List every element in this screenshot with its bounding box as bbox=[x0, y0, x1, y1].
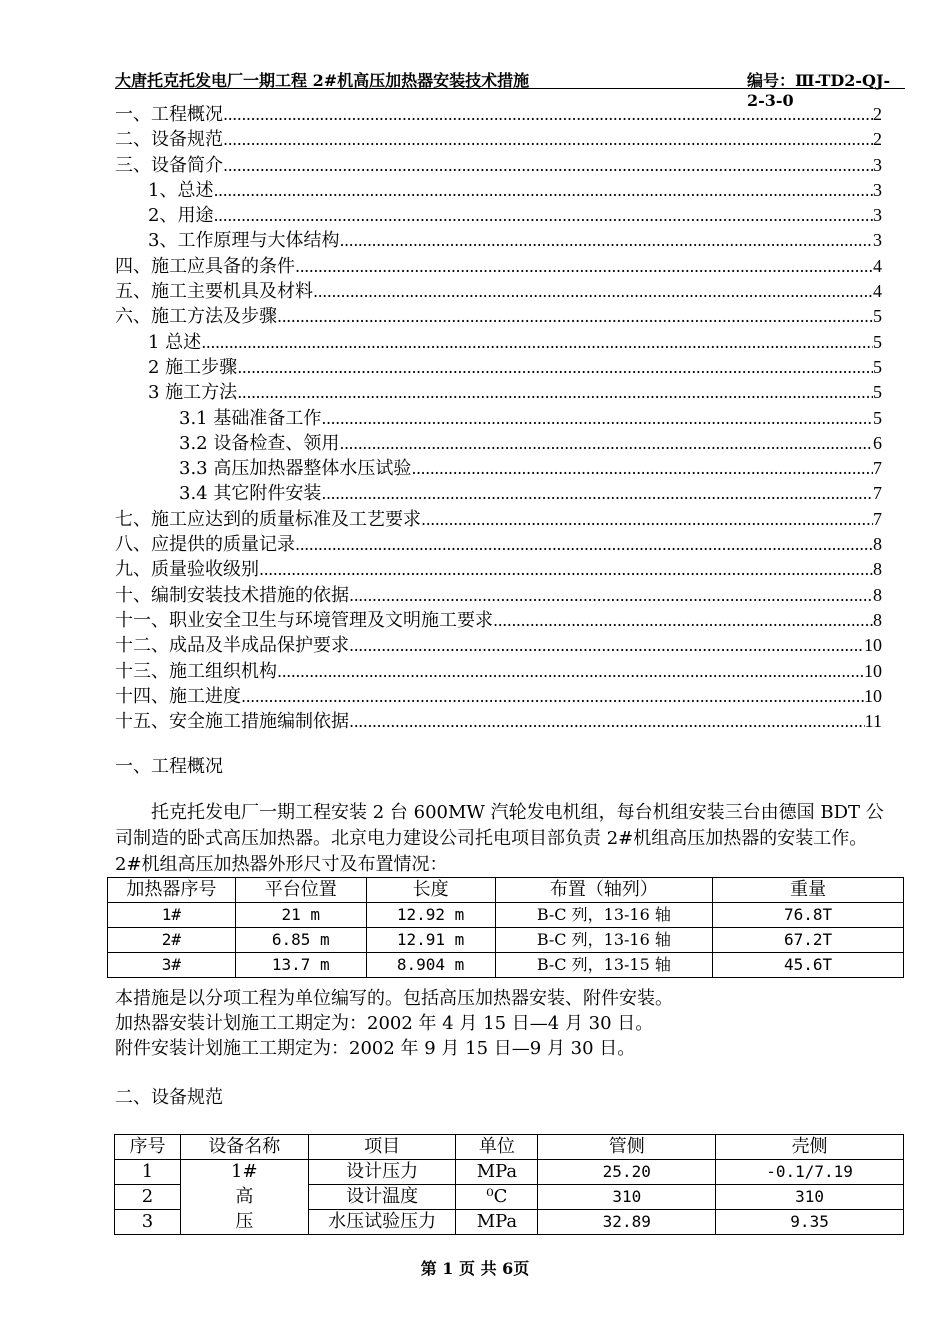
toc-entry[interactable] bbox=[115, 127, 882, 152]
toc-entry-label: 十三、施工组织机构 bbox=[115, 660, 277, 682]
toc-entry-label: 十二、成品及半成品保护要求 bbox=[115, 635, 349, 657]
table-cell: 1# bbox=[108, 903, 236, 928]
toc-entry[interactable] bbox=[115, 279, 882, 304]
toc-entry[interactable] bbox=[115, 153, 882, 178]
page-header bbox=[115, 66, 905, 110]
table-cell: -0.1/7.19 bbox=[716, 1160, 904, 1185]
toc-entry[interactable] bbox=[115, 583, 882, 608]
toc-entry[interactable] bbox=[115, 557, 882, 582]
table-cell: 32.89 bbox=[538, 1210, 716, 1235]
toc-entry-page: 3 bbox=[873, 179, 882, 200]
toc-entry[interactable] bbox=[115, 456, 882, 481]
toc-entry[interactable] bbox=[115, 633, 882, 658]
toc-entry-label: 三、设备简介 bbox=[115, 154, 223, 176]
toc-leader-dots bbox=[223, 153, 873, 178]
column-header: 重量 bbox=[713, 878, 904, 903]
toc-entry-label: 3.2 设备检查、领用 bbox=[179, 432, 340, 454]
toc-entry-page: 4 bbox=[873, 281, 882, 302]
table-cell: 9.35 bbox=[716, 1210, 904, 1235]
toc-entry-label: 六、施工方法及步骤 bbox=[115, 306, 277, 328]
table-cell: B-C 列，13-16 轴 bbox=[495, 928, 713, 953]
table-row bbox=[108, 928, 904, 953]
toc-entry-page: 10 bbox=[864, 635, 882, 656]
toc-leader-dots bbox=[213, 203, 873, 228]
toc-entry-label: 3.1 基础准备工作 bbox=[179, 407, 322, 429]
toc-entry-page: 8 bbox=[873, 584, 882, 605]
table-cell: 25.20 bbox=[538, 1160, 716, 1185]
table-row bbox=[108, 903, 904, 928]
table-cell: 2# bbox=[108, 928, 236, 953]
toc-entry[interactable] bbox=[115, 431, 882, 456]
toc-entry[interactable] bbox=[115, 203, 882, 228]
toc-entry-page: 5 bbox=[873, 356, 882, 377]
toc-leader-dots bbox=[237, 355, 873, 380]
toc-entry[interactable] bbox=[115, 507, 882, 532]
table-cell: B-C 列，13-16 轴 bbox=[495, 903, 713, 928]
toc-entry-label: 九、质量验收级别 bbox=[115, 559, 259, 581]
table-cell: ⁰C bbox=[456, 1185, 538, 1210]
toc-entry-page: 10 bbox=[864, 685, 882, 706]
toc-entry-page: 8 bbox=[873, 559, 882, 580]
toc-leader-dots bbox=[421, 507, 873, 532]
table-row bbox=[115, 1160, 904, 1185]
column-header: 平台位置 bbox=[235, 878, 366, 903]
toc-entry[interactable] bbox=[115, 178, 882, 203]
toc-entry-page: 5 bbox=[873, 407, 882, 428]
toc-entry-page: 5 bbox=[873, 306, 882, 327]
toc-entry[interactable] bbox=[115, 355, 882, 380]
toc-entry-label: 1、总述 bbox=[148, 179, 214, 201]
toc-entry-label: 1 总述 bbox=[148, 331, 202, 353]
column-header: 壳侧 bbox=[716, 1135, 904, 1160]
column-header: 布置（轴列） bbox=[495, 878, 713, 903]
toc-entry-label: 2 施工步骤 bbox=[148, 356, 238, 378]
toc-leader-dots bbox=[339, 431, 873, 456]
toc-leader-dots bbox=[295, 532, 873, 557]
column-header: 单位 bbox=[456, 1135, 538, 1160]
column-header: 长度 bbox=[366, 878, 495, 903]
toc-entry-page: 3 bbox=[873, 154, 882, 175]
section-paragraph bbox=[115, 800, 885, 878]
toc-leader-dots bbox=[321, 481, 873, 506]
toc-entry[interactable] bbox=[115, 709, 882, 734]
table-cell: 设计压力 bbox=[308, 1160, 456, 1185]
note-line: 附件安装计划施工工期定为：2002 年 9 月 15 日—9 月 30 日。 bbox=[115, 1038, 636, 1059]
table-cell: 76.8T bbox=[713, 903, 904, 928]
toc-entry-label: 八、应提供的质量记录 bbox=[115, 534, 295, 556]
table-cell: 13.7 m bbox=[235, 953, 366, 978]
toc-leader-dots bbox=[241, 684, 864, 709]
spec-table bbox=[114, 1134, 904, 1235]
column-header: 设备名称 bbox=[180, 1135, 308, 1160]
toc-entry-page: 8 bbox=[873, 609, 882, 630]
table-cell: 21 m bbox=[235, 903, 366, 928]
heater-table bbox=[107, 877, 904, 978]
table-cell: 设计温度 bbox=[308, 1185, 456, 1210]
toc-leader-dots bbox=[339, 228, 873, 253]
toc-entry[interactable] bbox=[115, 228, 882, 253]
table-cell: 6.85 m bbox=[235, 928, 366, 953]
toc-entry-label: 3 施工方法 bbox=[148, 382, 238, 404]
toc-leader-dots bbox=[321, 406, 873, 431]
toc-entry-page: 8 bbox=[873, 534, 882, 555]
note-line: 本措施是以分项工程为单位编写的。包括高压加热器安装、附件安装。 bbox=[115, 988, 673, 1009]
table-cell: 45.6T bbox=[713, 953, 904, 978]
column-header: 序号 bbox=[115, 1135, 181, 1160]
toc-leader-dots bbox=[223, 102, 873, 127]
table-of-contents bbox=[115, 102, 882, 734]
table-cell: MPa bbox=[456, 1210, 538, 1235]
toc-entry-label: 四、施工应具备的条件 bbox=[115, 255, 295, 277]
toc-entry-label: 3、工作原理与大体结构 bbox=[148, 230, 340, 252]
table-cell: MPa bbox=[456, 1160, 538, 1185]
toc-leader-dots bbox=[313, 279, 873, 304]
toc-leader-dots bbox=[349, 583, 873, 608]
toc-entry-label: 3.4 其它附件安装 bbox=[179, 483, 322, 505]
table-cell: 2 bbox=[115, 1185, 181, 1210]
section-heading: 一、工程概况 bbox=[115, 756, 223, 777]
toc-leader-dots bbox=[277, 304, 873, 329]
table-cell: 310 bbox=[538, 1185, 716, 1210]
toc-entry-page: 7 bbox=[873, 508, 882, 529]
toc-entry-page: 7 bbox=[873, 483, 882, 504]
toc-entry[interactable] bbox=[115, 532, 882, 557]
toc-leader-dots bbox=[213, 178, 873, 203]
toc-entry-page: 7 bbox=[873, 458, 882, 479]
table-cell: B-C 列，13-15 轴 bbox=[495, 953, 713, 978]
table-cell: 1 bbox=[115, 1160, 181, 1185]
toc-entry-label: 七、施工应达到的质量标准及工艺要求 bbox=[115, 508, 421, 530]
toc-entry[interactable] bbox=[115, 608, 882, 633]
toc-entry[interactable] bbox=[115, 684, 882, 709]
column-header: 管侧 bbox=[538, 1135, 716, 1160]
table-cell: 水压试验压力 bbox=[308, 1210, 456, 1235]
paragraph-text: 托克托发电厂一期工程安装 2 台 600MW 汽轮发电机组，每台机组安装三台由德国 BDT 公司制造的卧式高压加热器。北京电力建设公司托电项目部负责 2#机组高压加热器的安装工作。2#机组高压加热器外形尺寸及布置情况： bbox=[115, 802, 884, 875]
table-row bbox=[115, 1185, 904, 1210]
toc-entry-label: 3.3 高压加热器整体水压试验 bbox=[179, 458, 412, 480]
table-row bbox=[108, 953, 904, 978]
column-header: 加热器序号 bbox=[108, 878, 236, 903]
toc-entry-label: 十四、施工进度 bbox=[115, 685, 241, 707]
toc-entry-label: 2、用途 bbox=[148, 205, 214, 227]
toc-leader-dots bbox=[349, 633, 864, 658]
toc-entry[interactable] bbox=[115, 330, 882, 355]
toc-leader-dots bbox=[277, 659, 864, 684]
section-heading: 二、设备规范 bbox=[115, 1087, 223, 1108]
toc-entry-page: 2 bbox=[873, 129, 882, 150]
document-code: 编号：Ⅲ-TD2-QJ-2-3-0 bbox=[747, 71, 891, 110]
toc-leader-dots bbox=[259, 557, 873, 582]
toc-entry-label: 五、施工主要机具及材料 bbox=[115, 281, 313, 303]
toc-entry-page: 5 bbox=[873, 382, 882, 403]
toc-leader-dots bbox=[349, 709, 865, 734]
table-cell: 310 bbox=[716, 1185, 904, 1210]
toc-entry-page: 4 bbox=[873, 255, 882, 276]
toc-entry[interactable] bbox=[115, 481, 882, 506]
toc-entry-page: 5 bbox=[873, 331, 882, 352]
note-line: 加热器安装计划施工工期定为：2002 年 4 月 15 日—4 月 30 日。 bbox=[115, 1013, 654, 1034]
toc-entry-page: 10 bbox=[864, 660, 882, 681]
toc-entry-label: 十、编制安装技术措施的依据 bbox=[115, 584, 349, 606]
table-cell: 3 bbox=[115, 1210, 181, 1235]
table-cell: 67.2T bbox=[713, 928, 904, 953]
toc-entry-label: 二、设备规范 bbox=[115, 129, 223, 151]
toc-entry-page: 2 bbox=[873, 104, 882, 124]
table-cell: 高 bbox=[180, 1185, 308, 1210]
toc-leader-dots bbox=[223, 127, 873, 152]
toc-leader-dots bbox=[493, 608, 873, 633]
toc-leader-dots bbox=[411, 456, 873, 481]
toc-entry[interactable] bbox=[115, 304, 882, 329]
toc-entry-page: 11 bbox=[864, 711, 882, 732]
toc-entry[interactable] bbox=[115, 380, 882, 405]
toc-entry-page: 6 bbox=[873, 432, 882, 453]
table-row bbox=[115, 1210, 904, 1235]
toc-entry[interactable] bbox=[115, 102, 882, 127]
toc-entry[interactable] bbox=[115, 254, 882, 279]
table-cell: 12.91 m bbox=[366, 928, 495, 953]
document-title: 大唐托克托发电厂一期工程 2#机高压加热器安装技术措施 bbox=[115, 71, 530, 90]
toc-entry-label: 十五、安全施工措施编制依据 bbox=[115, 711, 349, 733]
toc-entry-page: 3 bbox=[873, 230, 882, 251]
toc-entry-label: 十一、职业安全卫生与环境管理及文明施工要求 bbox=[115, 609, 493, 631]
toc-entry-page: 3 bbox=[873, 205, 882, 226]
toc-leader-dots bbox=[237, 380, 873, 405]
table-cell: 8.904 m bbox=[366, 953, 495, 978]
table-cell: 压 bbox=[180, 1210, 308, 1235]
toc-entry-label: 一、工程概况 bbox=[115, 104, 223, 125]
table-cell: 3# bbox=[108, 953, 236, 978]
column-header: 项目 bbox=[308, 1135, 456, 1160]
toc-leader-dots bbox=[295, 254, 873, 279]
toc-entry[interactable] bbox=[115, 406, 882, 431]
page-footer: 第 1 页 共 6页 bbox=[420, 1259, 530, 1278]
table-cell: 1# bbox=[180, 1160, 308, 1185]
toc-leader-dots bbox=[201, 330, 873, 355]
notes-block bbox=[115, 986, 885, 1061]
toc-entry[interactable] bbox=[115, 659, 882, 684]
table-cell: 12.92 m bbox=[366, 903, 495, 928]
